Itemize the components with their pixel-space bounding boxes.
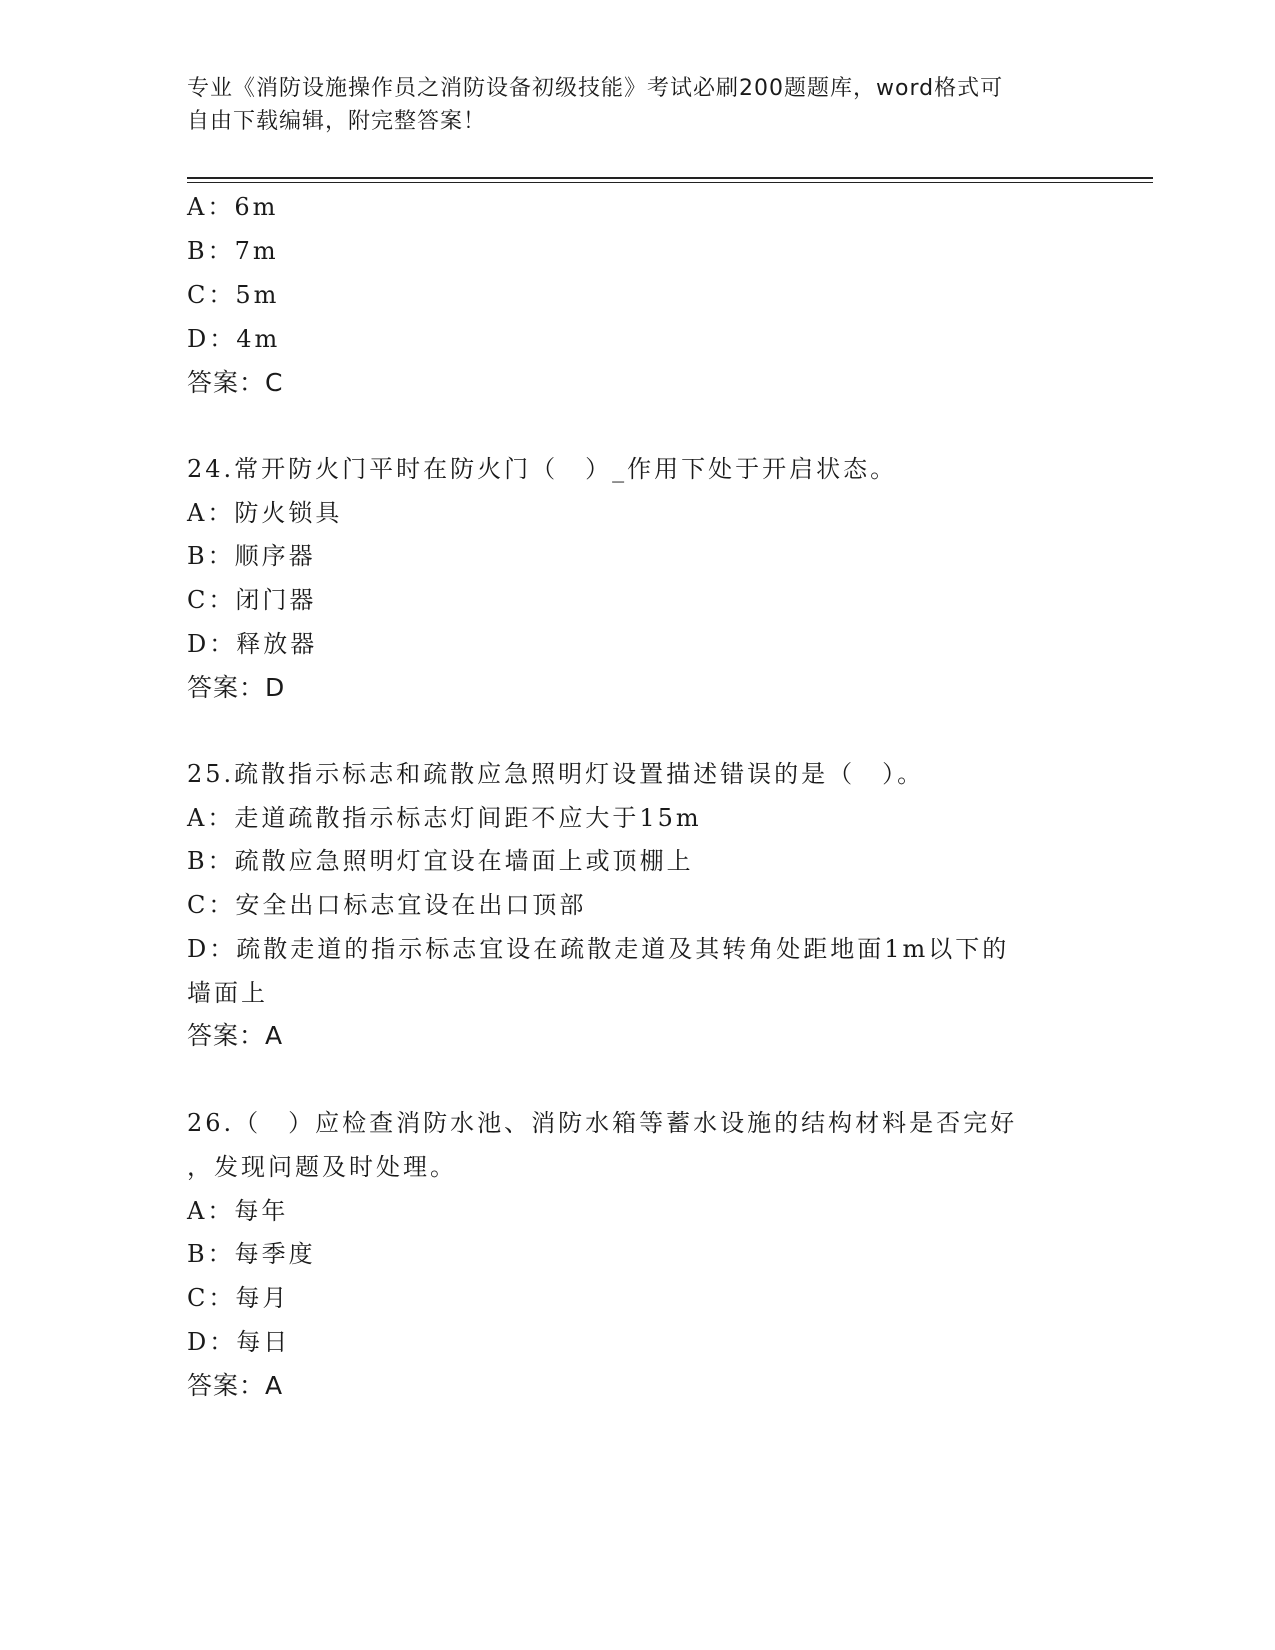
q25-stem: 25.疏散指示标志和疏散应急照明灯设置描述错误的是（ ）。 bbox=[187, 760, 925, 788]
q24-option-c: C：闭门器 bbox=[187, 586, 317, 614]
q23-option-b: B：7m bbox=[187, 237, 279, 265]
header-divider-thick bbox=[187, 177, 1153, 179]
q26-option-c: C：每月 bbox=[187, 1284, 290, 1312]
header-divider-thin bbox=[187, 182, 1153, 183]
header-title-line-1: 专业《消防设施操作员之消防设备初级技能》考试必刷200题题库，word格式可 bbox=[187, 76, 1004, 101]
q23-option-d: D：4m bbox=[187, 325, 281, 353]
q26-answer: 答案：A bbox=[187, 1371, 284, 1400]
q25-option-b: B：疏散应急照明灯宜设在墙面上或顶棚上 bbox=[187, 847, 694, 875]
q25-option-d-continued: 墙面上 bbox=[187, 979, 268, 1007]
q26-option-d: D：每日 bbox=[187, 1328, 291, 1356]
q23-option-a: A：6m bbox=[187, 193, 279, 221]
header-title-line-2: 自由下载编辑，附完整答案！ bbox=[187, 109, 487, 134]
q24-option-b: B：顺序器 bbox=[187, 542, 316, 570]
q25-answer: 答案：A bbox=[187, 1021, 284, 1050]
q24-option-d: D：释放器 bbox=[187, 630, 318, 658]
q25-option-a: A：走道疏散指示标志灯间距不应大于15m bbox=[187, 804, 702, 832]
q24-option-a: A：防火锁具 bbox=[187, 499, 343, 527]
q23-option-c: C：5m bbox=[187, 281, 280, 309]
q24-stem: 24.常开防火门平时在防火门（ ）_作用下处于开启状态。 bbox=[187, 455, 898, 483]
q26-option-b: B：每季度 bbox=[187, 1240, 316, 1268]
q24-answer: 答案：D bbox=[187, 673, 286, 702]
q23-answer: 答案：C bbox=[187, 368, 284, 397]
q26-option-a: A：每年 bbox=[187, 1197, 289, 1225]
q25-option-c: C：安全出口标志宜设在出口顶部 bbox=[187, 891, 587, 919]
document-header bbox=[187, 72, 1087, 138]
q25-option-d: D：疏散走道的指示标志宜设在疏散走道及其转角处距地面1m以下的 bbox=[187, 935, 1010, 963]
q26-stem-continued: ，发现问题及时处理。 bbox=[187, 1153, 457, 1181]
q26-stem: 26.（ ）应检查消防水池、消防水箱等蓄水设施的结构材料是否完好 bbox=[187, 1109, 1018, 1137]
